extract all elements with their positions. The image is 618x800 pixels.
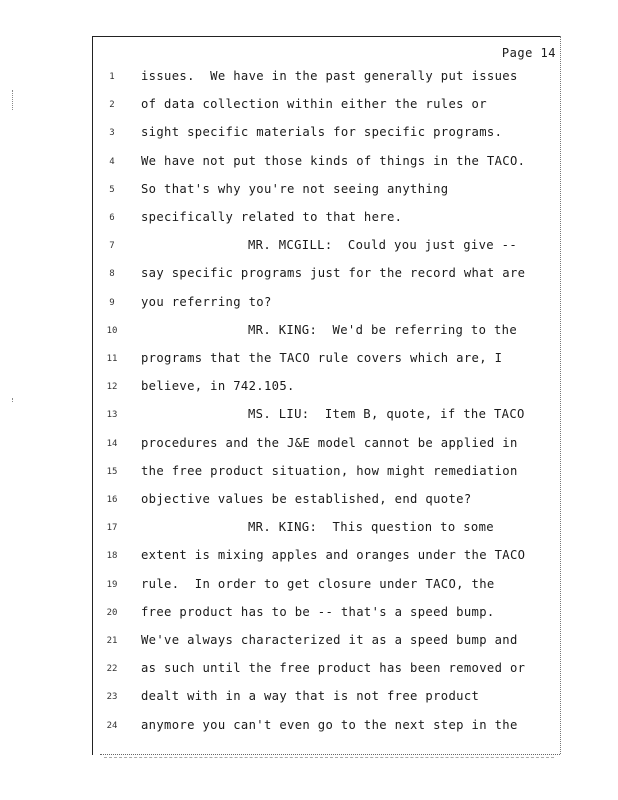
line-number: 11: [106, 354, 118, 364]
line-text: specifically related to that here.: [141, 210, 403, 224]
line-text: We have not put those kinds of things in the TACO.: [141, 153, 526, 168]
transcript-line: [0, 576, 618, 596]
transcript-line: [0, 209, 618, 229]
line-number: 12: [106, 382, 118, 393]
transcript-line: [0, 350, 618, 370]
line-text: extent is mixing apples and oranges under the TACO: [141, 548, 526, 563]
line-text: procedures and the J&E model cannot be applied in: [141, 435, 518, 450]
transcript-line: [0, 294, 618, 314]
line-number: 7: [109, 241, 115, 252]
line-text: objective values be established, end quote?: [141, 492, 472, 506]
transcript-line: [0, 660, 618, 680]
transcript-line: [0, 68, 618, 88]
line-text: the free product situation, how might remediation: [141, 463, 518, 478]
line-number: 14: [106, 438, 118, 449]
transcript-line: [0, 632, 618, 652]
transcript-line: [0, 96, 618, 116]
line-number: 22: [106, 664, 118, 675]
transcript-line: [0, 322, 618, 342]
transcript-line: [0, 491, 618, 511]
line-text: believe, in 742.105.: [141, 379, 295, 394]
line-number: 17: [106, 523, 118, 534]
line-text: issues. We have in the past generally put issues: [141, 69, 518, 83]
line-number: 15: [106, 466, 118, 477]
line-text: anymore you can't even go to the next step in the: [141, 717, 518, 732]
line-number: 16: [106, 495, 118, 505]
transcript-line: [0, 604, 618, 624]
line-text: MR. KING: This question to some: [248, 520, 494, 535]
line-text: say specific programs just for the record what are: [141, 266, 526, 281]
line-number: 24: [106, 720, 118, 731]
line-text: rule. In order to get closure under TACO, the: [141, 576, 495, 591]
transcript-line: [0, 519, 618, 539]
line-number: 13: [106, 410, 118, 421]
line-text: MR. KING: We'd be referring to the: [248, 322, 518, 337]
line-number: 20: [106, 607, 118, 618]
page-number: Page 14: [501, 46, 556, 60]
line-number: 18: [106, 551, 118, 562]
line-number: 2: [109, 100, 115, 111]
line-number: 9: [109, 297, 115, 308]
line-number: 8: [109, 269, 115, 280]
line-text: We've always characterized it as a speed bump and: [141, 633, 518, 647]
transcript-line: [0, 181, 618, 201]
line-text: programs that the TACO rule covers which are, I: [141, 351, 503, 365]
transcript-line: [0, 435, 618, 455]
transcript-line: [0, 688, 618, 708]
line-number: 19: [106, 579, 118, 590]
transcript-line: [0, 153, 618, 173]
transcript-line: [0, 547, 618, 567]
line-text: as such until the free product has been removed or: [141, 661, 526, 676]
line-text: you referring to?: [141, 294, 272, 309]
line-number: 5: [109, 184, 115, 195]
transcript-line: [0, 237, 618, 257]
line-text: MR. MCGILL: Could you just give --: [248, 238, 518, 253]
line-number: 21: [106, 636, 118, 646]
transcript-line: [0, 463, 618, 483]
line-number: 3: [109, 128, 115, 139]
transcript-line: [0, 406, 618, 426]
transcript-line: [0, 265, 618, 285]
line-text: So that's why you're not seeing anything: [141, 181, 449, 196]
transcript-line: [0, 717, 618, 737]
line-number: 10: [106, 325, 118, 336]
transcript-line: [0, 378, 618, 398]
line-text: of data collection within either the rules or: [141, 97, 487, 112]
line-number: 1: [109, 72, 115, 82]
line-text: sight specific materials for specific programs.: [141, 125, 503, 140]
line-number: 23: [106, 692, 118, 703]
line-text: MS. LIU: Item B, quote, if the TACO: [248, 407, 525, 422]
line-number: 6: [109, 213, 115, 223]
line-number: 4: [109, 156, 115, 167]
transcript-line: [0, 124, 618, 144]
line-text: dealt with in a way that is not free product: [141, 689, 480, 704]
line-text: free product has to be -- that's a speed bump.: [141, 604, 495, 619]
